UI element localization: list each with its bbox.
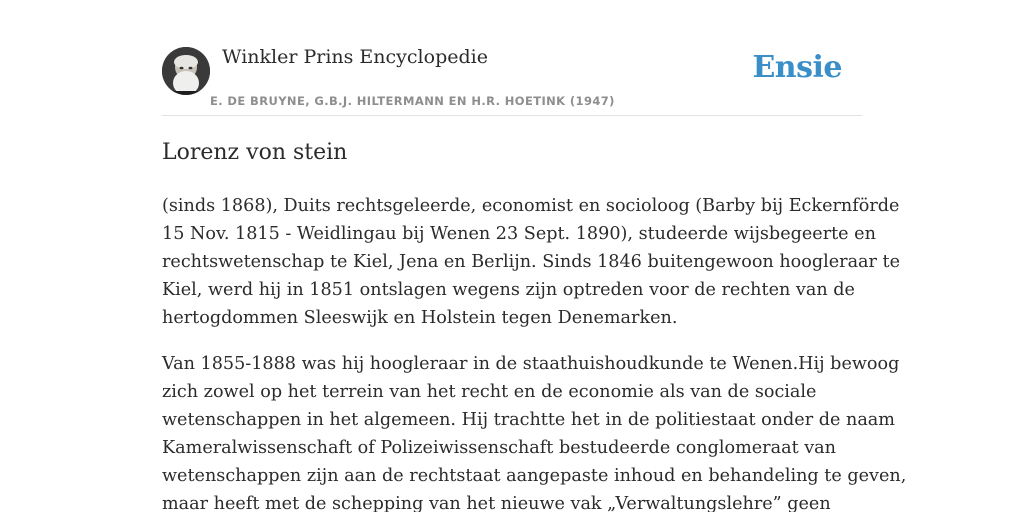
author-portrait-icon	[162, 47, 210, 95]
text-line: (sinds 1868), Duits rechtsgeleerde, economist en socioloog (Barby bij Eckernförde	[162, 196, 900, 216]
brand-logo[interactable]: Ensie	[752, 50, 842, 85]
source-title[interactable]: Winkler Prins Encyclopedie	[222, 46, 488, 68]
paragraph	[162, 192, 901, 332]
text-line: 15 Nov. 1815 - Weidlingau bij Wenen 23 Sept. 1890), studeerde wijsbegeerte en	[162, 224, 876, 244]
text-line: wetenschappen in het algemeen. Hij trachtte het in de politiestaat onder de naam	[162, 410, 895, 430]
text-line: wetenschappen zijn aan de rechtstaat aangepaste inhoud en behandeling te geven,	[162, 466, 907, 486]
text-line: maar heeft met de schepping van het nieuwe vak „Verwaltungslehre” geen	[162, 494, 831, 512]
text-line: rechtswetenschap te Kiel, Jena en Berlijn. Sinds 1846 buitengewoon hoogleraar te	[162, 252, 901, 272]
text-line: Kameralwissenschaft of Polizeiwissenschaft bestudeerde conglomeraat van	[162, 438, 836, 458]
authors-line: E. DE BRUYNE, G.B.J. HILTERMANN EN H.R. HOETINK (1947)	[210, 94, 615, 108]
text-line: hertogdommen Sleeswijk en Holstein tegen Denemarken.	[162, 308, 678, 328]
text-line: zich zowel op het terrein van het recht en de economie als van de sociale	[162, 382, 817, 402]
article-title: Lorenz von stein	[162, 140, 348, 165]
paragraph	[162, 350, 907, 512]
avatar	[162, 47, 210, 95]
text-line: Kiel, werd hij in 1851 ontslagen wegens zijn optreden voor de rechten van de	[162, 280, 855, 300]
text-line: Van 1855-1888 was hij hoogleraar in de staathuishoudkunde te Wenen.Hij bewoog	[162, 354, 900, 374]
article-body	[162, 192, 907, 512]
source-header	[162, 44, 862, 116]
